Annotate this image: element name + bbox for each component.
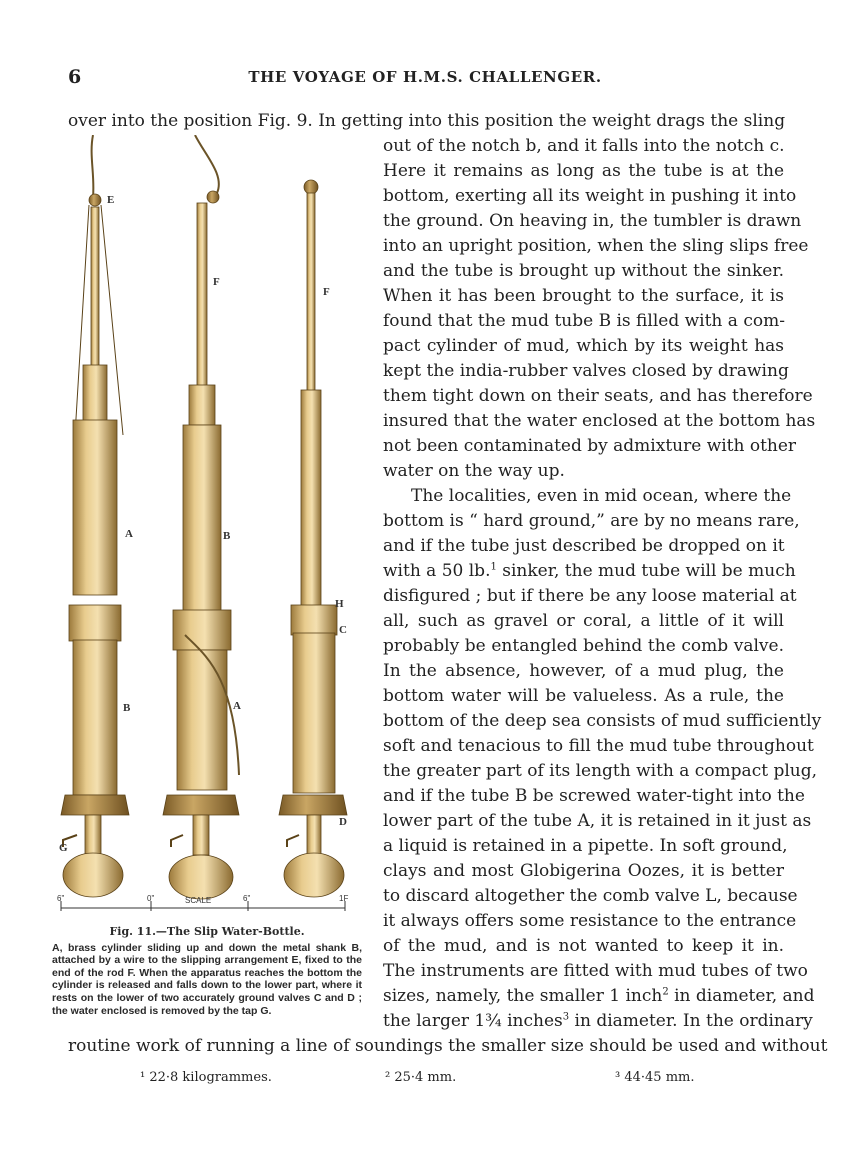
text-span: sizes, namely, the smaller 1 inch — [383, 986, 663, 1006]
text-line: Here it remains as long as the tube is at the — [383, 161, 784, 181]
text-line: the ground. On heaving in, the tumbler is drawn — [383, 211, 802, 231]
text-line — [383, 561, 796, 581]
text-line: bottom water will be valueless. As a rule, the — [383, 686, 784, 706]
label-h: H — [335, 598, 344, 610]
running-head: THE VOYAGE OF H.M.S. CHALLENGER. — [248, 68, 602, 86]
text-line: insured that the water enclosed at the bottom has — [383, 411, 816, 431]
label-d: D — [339, 816, 347, 828]
text-line: bottom of the deep sea consists of mud sufficiently — [383, 711, 822, 731]
text-line: and the tube is brought up without the sinker. — [383, 261, 784, 281]
text-line: clays and most Globigerina Oozes, it is better — [383, 861, 784, 881]
text-line: kept the india-rubber valves closed by drawing — [383, 361, 789, 381]
label-e: E — [107, 194, 115, 206]
text-line: water on the way up. — [383, 461, 565, 481]
footnote-2: ² 25·4 mm. — [385, 1070, 457, 1085]
text-line: lower part of the tube A, it is retained in it just as — [383, 811, 812, 831]
text-line: soft and tenacious to fill the mud tube throughout — [383, 736, 814, 756]
label-b2: B — [223, 530, 231, 542]
page-number: 6 — [68, 66, 82, 88]
footnote-ref: 1 — [490, 561, 497, 573]
text-line: and if the tube B be screwed water-tight into the — [383, 786, 805, 806]
text-line: bottom is “ hard ground,” are by no means rare, — [383, 511, 800, 531]
slip-water-bottle-figure — [55, 135, 365, 915]
label-f1: F — [213, 276, 220, 288]
scale-six: 6" — [243, 894, 251, 903]
text-line: into an upright position, when the sling slips free — [383, 236, 809, 256]
text-line: pact cylinder of mud, which by its weight has — [383, 336, 784, 356]
scale-word: SCALE — [185, 896, 212, 905]
footnote-ref: 3 — [562, 1011, 570, 1023]
figure-caption — [52, 926, 362, 1017]
text-span: in diameter. In the ordinary — [569, 1011, 813, 1031]
label-f3: F — [323, 286, 330, 298]
text-line: routine work of running a line of soundings the smaller size should be used and without — [68, 1036, 828, 1056]
text-span: sinker, the mud tube will be much — [496, 561, 796, 581]
text-line: a liquid is retained in a pipette. In soft ground, — [383, 836, 788, 856]
text-span: in diameter, and — [668, 986, 815, 1006]
text-line — [383, 1011, 813, 1031]
text-line: all, such as gravel or coral, a little of it will — [383, 611, 784, 631]
caption-text: A, brass cylinder sliding up and down the metal shank B, attached by a wire to the slipping arrangement E, fixed to the end of the rod F. When the apparatus reaches the bottom the cylinder is released and falls down to the lower part, where it rests on the lower of two accurately ground valves C and D ; the water enclosed is removed by the tap G. — [52, 941, 362, 1017]
label-g: G — [59, 842, 68, 854]
text-line: out of the notch b, and it falls into the notch c. — [383, 136, 785, 156]
text-line: found that the mud tube B is filled with a com- — [383, 311, 785, 331]
label-a1: A — [125, 528, 133, 540]
text-line: In the absence, however, of a mud plug, the — [383, 661, 784, 681]
footnote-1: ¹ 22·8 kilogrammes. — [140, 1070, 272, 1085]
label-a2: A — [233, 700, 241, 712]
text-line: probably be entangled behind the comb valve. — [383, 636, 784, 656]
text-line: The localities, even in mid ocean, where the — [411, 486, 792, 506]
text-line: the greater part of its length with a compact plug, — [383, 761, 818, 781]
text-line — [383, 986, 815, 1006]
text-line: bottom, exerting all its weight in pushing it into — [383, 186, 797, 206]
text-span: with a 50 lb. — [383, 561, 491, 581]
text-line: not been contaminated by admixture with other — [383, 436, 797, 456]
scale-foot: 1F — [339, 894, 349, 903]
text-line: over into the position Fig. 9. In getting into this position the weight drags the sling — [68, 111, 786, 131]
text-line: to discard altogether the comb valve L, because — [383, 886, 798, 906]
caption-title: Fig. 11.—The Slip Water-Bottle. — [109, 925, 305, 938]
text-line: When it has been brought to the surface, it is — [383, 286, 784, 306]
instrument-left — [61, 135, 129, 897]
instrument-middle — [163, 135, 239, 899]
text-line: disfigured ; but if there be any loose material at — [383, 586, 797, 606]
scale-left: 6" — [57, 894, 65, 903]
footnote-3: ³ 44·45 mm. — [615, 1070, 695, 1085]
text-line: and if the tube just described be dropped on it — [383, 536, 785, 556]
scale-zero: 0" — [147, 894, 155, 903]
text-line: of the mud, and is not wanted to keep it in. — [383, 936, 784, 956]
text-line: them tight down on their seats, and has therefore — [383, 386, 813, 406]
text-span: the larger 1¾ inches — [383, 1011, 563, 1031]
instrument-right — [279, 180, 347, 897]
footnote-ref: 2 — [662, 986, 669, 998]
label-c: C — [339, 624, 347, 636]
text-line: it always offers some resistance to the entrance — [383, 911, 797, 931]
text-line: The instruments are fitted with mud tubes of two — [383, 961, 808, 981]
label-b1: B — [123, 702, 131, 714]
